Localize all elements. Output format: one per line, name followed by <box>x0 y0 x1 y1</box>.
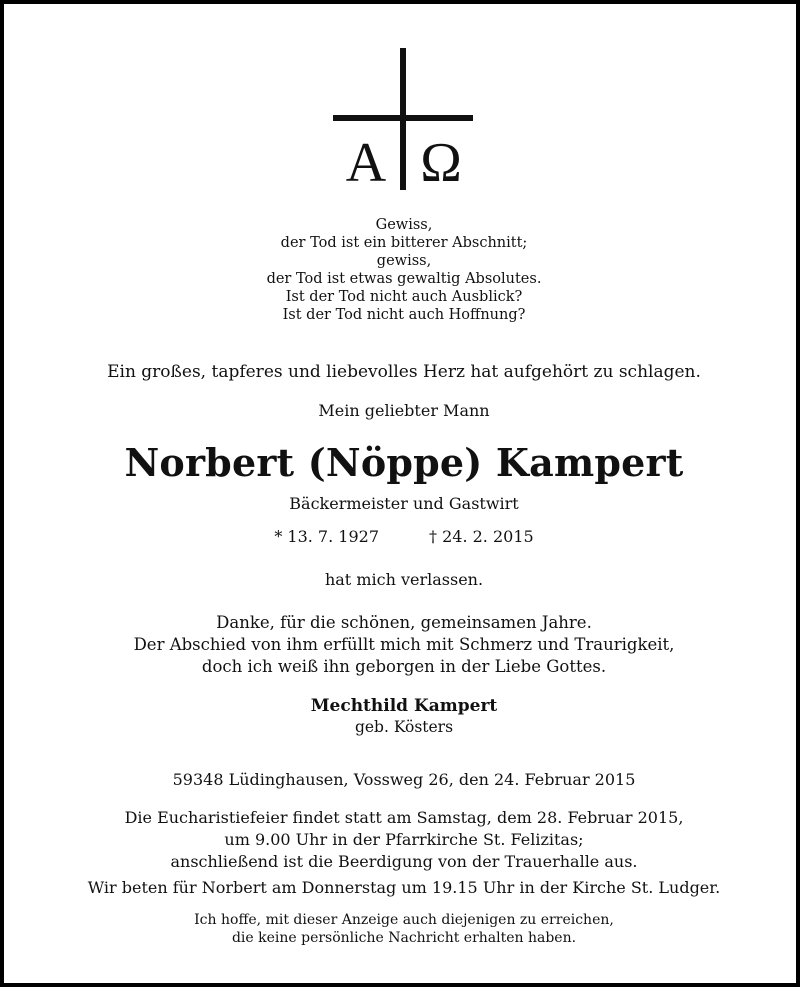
intro-text: Ein großes, tapferes und liebevolles Herz hat aufgehört zu schlagen. <box>107 362 701 382</box>
note-line: die keine persönliche Nachricht erhalten haben. <box>231 930 577 946</box>
poem-line: Ist der Tod nicht auch Hoffnung? <box>282 307 526 323</box>
profession-text: Bäckermeister und Gastwirt <box>289 494 519 513</box>
omega-symbol: Ω <box>420 132 462 190</box>
poem-line: Gewiss, <box>375 217 433 233</box>
poem-line: Ist der Tod nicht auch Ausblick? <box>285 289 523 305</box>
maiden-name: geb. Kösters <box>354 718 454 736</box>
left-text: hat mich verlassen. <box>324 570 484 589</box>
poem-line: der Tod ist ein bitterer Abschnitt; <box>280 235 528 251</box>
poem-line: der Tod ist etwas gewaltig Absolutes. <box>266 271 542 287</box>
closing-note <box>4 911 800 947</box>
death-date: † 24. 2. 2015 <box>429 527 534 546</box>
birth-date: * 13. 7. 1927 <box>274 527 379 546</box>
service-info <box>4 807 800 873</box>
alpha-symbol: Α <box>345 132 387 190</box>
service-line: um 9.00 Uhr in der Pfarrkirche St. Felizitas; <box>224 830 584 849</box>
service-line: Die Eucharistiefeier findet statt am Samstag, dem 28. Februar 2015, <box>124 808 684 827</box>
relation-text: Mein geliebter Mann <box>318 401 490 420</box>
prayer-info: Wir beten für Norbert am Donnerstag um 19.15 Uhr in der Kirche St. Ludger. <box>87 878 721 897</box>
thanks-line: Danke, für die schönen, gemeinsamen Jahre. <box>216 613 592 632</box>
life-dates <box>4 526 800 548</box>
place-date: 59348 Lüdinghausen, Vossweg 26, den 24. Februar 2015 <box>172 770 636 789</box>
service-line: anschließend ist die Beerdigung von der Trauerhalle aus. <box>170 852 638 871</box>
note-line: Ich hoffe, mit dieser Anzeige auch diejenigen zu erreichen, <box>194 912 614 928</box>
cross-alpha-omega-icon <box>333 48 473 190</box>
thanks-paragraph <box>4 612 800 678</box>
deceased-name: Norbert (Nöppe) Kampert <box>124 440 684 485</box>
poem-line: gewiss, <box>376 253 432 269</box>
poem <box>4 216 800 324</box>
signer-name: Mechthild Kampert <box>310 696 498 716</box>
cross-horizontal-bar <box>333 115 473 121</box>
thanks-line: doch ich weiß ihn geborgen in der Liebe Gottes. <box>201 657 607 676</box>
thanks-line: Der Abschied von ihm erfüllt mich mit Schmerz und Traurigkeit, <box>133 635 675 654</box>
